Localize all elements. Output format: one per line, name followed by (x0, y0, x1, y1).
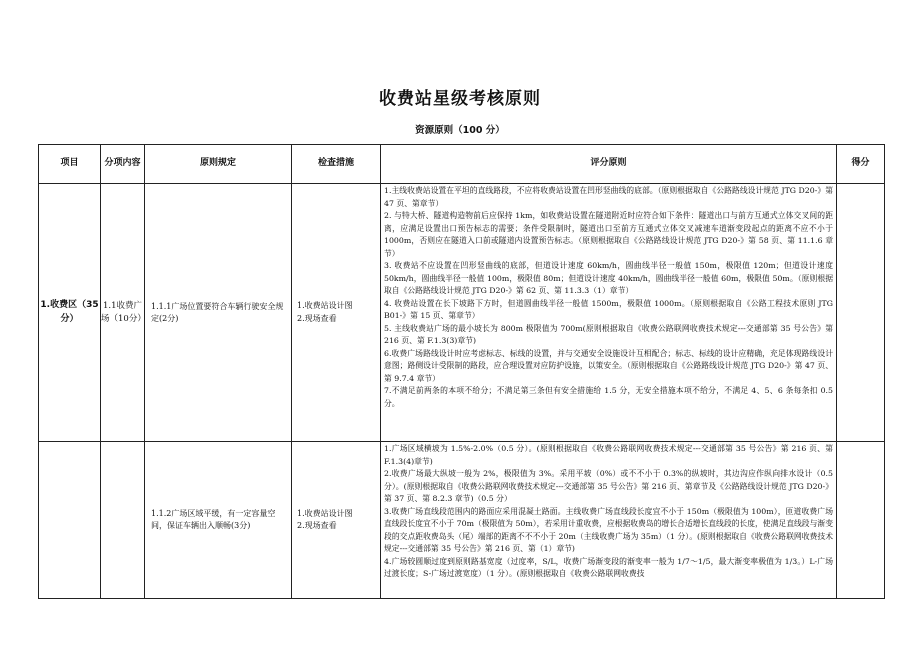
table-header-row (39, 145, 885, 184)
page-title: 收费站星级考核原则 (379, 89, 541, 109)
check-cell: 1.收费站设计图 2.现场查看 (292, 184, 381, 442)
header-score: 得分 (837, 145, 885, 184)
page-subtitle: 资源原则（100 分） (415, 125, 505, 136)
eval-item: 1.广场区域横坡为 1.5%-2.0%（0.5 分）。(原则根据取自《收费公路联网收费技术规定---交通部第 35 号公告》第 216 页、第 F.1.3(4)章节) (384, 444, 833, 466)
sub-item-cell: 1.1收费广场（10分） (101, 184, 145, 442)
header-eval: 评分原则 (381, 145, 837, 184)
check-cell: 1.收费站设计图 2.现场查看 (292, 442, 381, 599)
eval-item: 4. 收费站设置在长下坡路下方时，但道圆曲线半径一般值 1500m，极限值 1000m。（原则根据取自《公路工程技术原则 JTG B01-》第 15 页、第章节） (384, 298, 833, 320)
table-row (39, 184, 885, 442)
eval-cell (381, 442, 837, 599)
rule-cell: 1.1.2广场区域平缓，有一定容量空间，保证车辆出入顺畅(3分) (145, 442, 292, 599)
eval-item: 5. 主线收费站广场的最小坡长为 800m 极限值为 700m(原则根据取自《收费公路联网收费技术规定---交通部第 35 号公告》第 216 页、第 F.1.3(3)章节) (384, 323, 833, 345)
table-row (39, 442, 885, 599)
eval-item: 4.广场较圆顺过度到原则路基宽度（过度率，S/L，收费广场渐变段的渐变率一般为 1/7～1/5，最大渐变率极值为 1/3。）L-广场过渡长度；S-广场过渡宽度）（1 分）。(原则根据取自《收费公路联网收费技 (384, 556, 833, 578)
eval-item: 3. 收费站不应设置在凹形竖曲线的底部，但道设计速度 60km/h，圆曲线半径一般值 150m，极限值 120m；但道设计速度 50km/h，圆曲线半径一般值 100m，极限值 80m；但道设计速度 40km/h，圆曲线半径一般值 60m，极限值 50m。（原则根据取自《公路路线设计规范 JTG D20-》第 62 页、第 11.3.3（1）章节） (384, 261, 833, 295)
eval-item: 7.不满足前两条的本项不给分；不满足第三条但有安全措施给 1.5 分，无安全措施本项不给分，不满足 4、5、6 条每条扣 0.5 分。 (384, 386, 833, 408)
header-project: 项目 (39, 145, 101, 184)
score-cell[interactable] (837, 184, 885, 442)
rule-cell: 1.1.1广场位置要符合车辆行驶安全规定(2分) (145, 184, 292, 442)
header-rule: 原则规定 (145, 145, 292, 184)
header-sub-item: 分项内容 (101, 145, 145, 184)
project-cell: 1.收费区（35分） (39, 184, 101, 442)
standards-table (38, 144, 885, 599)
eval-item: 2. 与特大桥、隧道构造物前后应保持 1km，如收费站设置在隧道附近时应符合如下条件：隧道出口与前方互通式立体交叉间的距离，应满足设置出口预告标志的需要；条件受限制时，隧道出口至前方互通式立体交叉减速车道渐变段起点的距离不应不小于 1000m，否则应在隧道入口前或隧道内设置预告标志。（原则根据取自《公路路线设计规范 JTG D20-》第 58 页、第 11.1.6 章节） (384, 211, 833, 258)
project-cell-continued (39, 442, 101, 599)
eval-cell (381, 184, 837, 442)
sub-item-cell-continued (101, 442, 145, 599)
eval-item: 3.收费广场直线段范围内的路面应采用混凝土路面。主线收费广场直线段长度宜不小于 150m（极限值为 100m），匝道收费广场直线段长度宜不小于 70m（极限值为 50m），若采用计重收费，应根据收费岛的增长合适增长直线段的长度，使满足直线段与渐变段的交点距收费岛头（尾）端部的距离不不不小于 20m（主线收费广场为 35m）（1 分）。(原则根据取自《收费公路联网收费技术规定---交通部第 35 号公告》第 216 页、第（1）章节) (384, 506, 833, 553)
eval-item: 2.收费广场最大纵坡一般为 2%，极限值为 3%。采用平坡（0%）或不不小于 0.3%的纵坡时，其边沟应作纵向排水设计（0.5 分）。(原则根据取自《收费公路联网收费技术规定---交通部第 35 号公告》第 216 页、第章节及《公路路线设计规范 JTG D20-》第 37 页、第 8.2.3 章节)（0.5 分） (384, 469, 833, 503)
header-check: 检查措施 (292, 145, 381, 184)
eval-item: 1.主线收费站设置在平坦的直线路段，不应将收费站设置在凹形竖曲线的底部。（原则根据取自《公路路线设计规范 JTG D20-》第 47 页、第章节） (384, 186, 833, 208)
eval-item: 6.收费广场路线设计时应考虑标志、标线的设置，并与交通安全设施设计互相配合；标志、标线的设计应精确，充足体现路线设计意图；路侧设计受限制的路段，应合理设置对应防护设施，以策安全。（原则根据取自《公路路线设计规范 JTG D20-》第 47 页、第 9.7.4 章节） (384, 348, 833, 383)
score-cell[interactable] (837, 442, 885, 599)
